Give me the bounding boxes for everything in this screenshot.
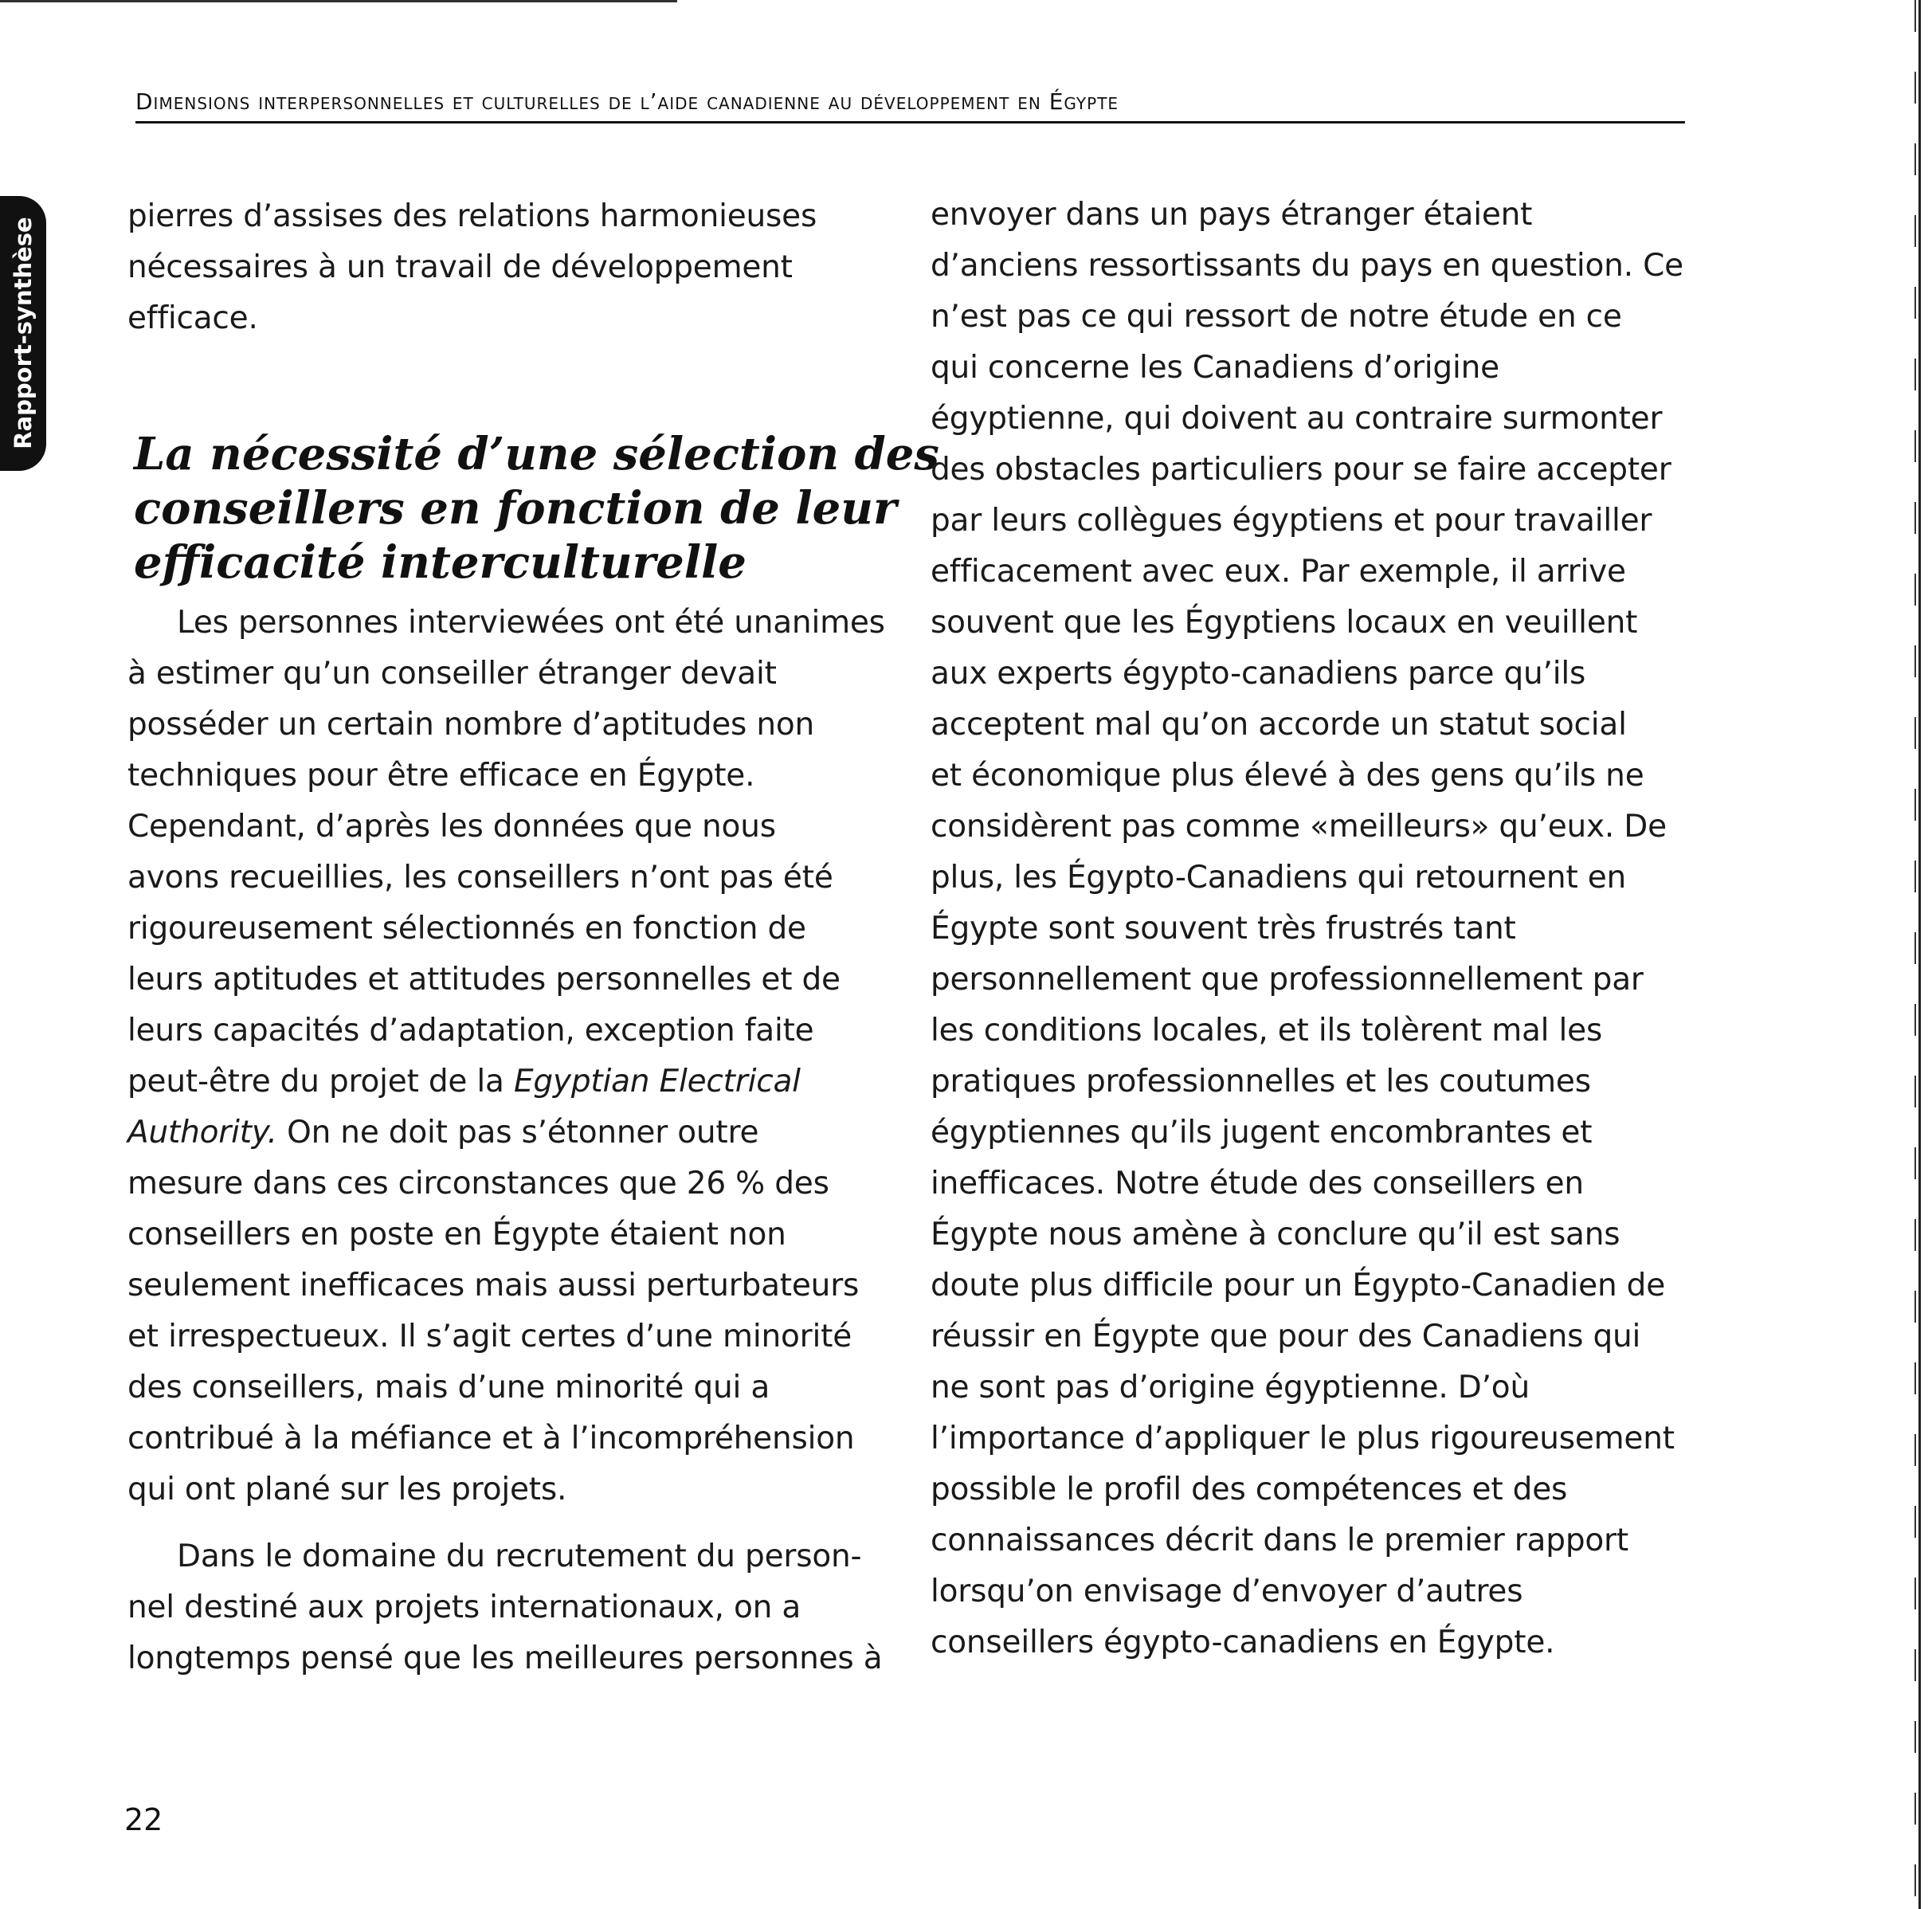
text-line: plus, les Égypto-Canadiens qui retournent en <box>931 860 1627 896</box>
text-line: avons recueillies, les conseillers n’ont pas été <box>127 860 833 896</box>
page-number: 22 <box>124 1802 163 1837</box>
italic-phrase: Authority. <box>127 1115 277 1150</box>
text-line: des obstacles particuliers pour se faire accepter <box>931 452 1671 488</box>
text-line: seulement inefficaces mais aussi perturbateurs <box>127 1268 860 1303</box>
text-line: nécessaires à un travail de développement <box>127 249 793 285</box>
text-line: d’anciens ressortissants du pays en question. Ce <box>931 248 1683 284</box>
text-line: contribué à la méfiance et à l’incompréhension <box>127 1421 855 1456</box>
text-line: personnellement que professionnellement par <box>931 962 1644 998</box>
text-segment: On ne doit pas s’étonner outre <box>276 1115 759 1150</box>
text-line: considèrent pas comme «meilleurs» qu’eux. De <box>931 809 1667 845</box>
text-line: réussir en Égypte que pour des Canadiens qui <box>931 1319 1641 1354</box>
heading-line: La nécessité d’une sélection des <box>134 428 939 480</box>
heading-line: conseillers en fonction de leur <box>134 482 897 535</box>
text-line: ne sont pas d’origine égyptienne. D’où <box>931 1370 1530 1405</box>
text-line: conseillers égypto-canadiens en Égypte. <box>931 1625 1555 1660</box>
text-line: techniques pour être efficace en Égypte. <box>127 758 755 794</box>
side-tab-label: Rapport-synthèse <box>10 217 37 449</box>
text-line: inefficaces. Notre étude des conseillers en <box>931 1166 1584 1201</box>
top-scan-rule <box>0 0 677 2</box>
text-line: rigoureusement sélectionnés en fonction de <box>127 911 806 947</box>
text-line-mixed <box>127 1056 892 1107</box>
text-line: leurs capacités d’adaptation, exception faite <box>127 1013 814 1049</box>
section-heading <box>134 427 939 590</box>
text-line: qui ont plané sur les projets. <box>127 1472 567 1507</box>
page-edge-scan-marks <box>1914 0 1916 1909</box>
text-line: Dans le domaine du recrutement du person- <box>177 1539 862 1574</box>
text-line: efficace. <box>127 300 258 336</box>
left-intro <box>127 191 892 344</box>
running-header: Dimensions interpersonnelles et culturelles de l’aide canadienne au développement en Égypte <box>135 86 1685 123</box>
text-line: aux experts égypto-canadiens parce qu’ils <box>931 656 1586 692</box>
text-line: par leurs collègues égyptiens et pour travailler <box>931 503 1652 539</box>
text-line: conseillers en poste en Égypte étaient non <box>127 1217 786 1252</box>
text-segment: peut-être du projet de la <box>127 1064 514 1100</box>
text-line: souvent que les Égyptiens locaux en veuillent <box>931 605 1638 641</box>
text-line: efficacement avec eux. Par exemple, il arrive <box>931 554 1626 590</box>
text-line: les conditions locales, et ils tolèrent mal les <box>931 1013 1603 1049</box>
text-line: acceptent mal qu’on accorde un statut social <box>931 707 1627 743</box>
text-line: l’importance d’appliquer le plus rigoureusement <box>931 1421 1675 1456</box>
text-line: doute plus difficile pour un Égypto-Canadien de <box>931 1268 1666 1303</box>
right-column <box>931 190 1695 1668</box>
text-line: Les personnes interviewées ont été unanimes <box>177 605 885 641</box>
text-line: et irrespectueux. Il s’agit certes d’une minorité <box>127 1319 852 1354</box>
side-tab <box>0 196 46 471</box>
text-line: nel destiné aux projets internationaux, on a <box>127 1590 801 1625</box>
text-line-mixed <box>127 1107 892 1158</box>
text-line: Égypte nous amène à conclure qu’il est sans <box>931 1217 1620 1252</box>
text-line: connaissances décrit dans le premier rapport <box>931 1523 1628 1558</box>
italic-phrase: Egyptian Electrical <box>513 1064 801 1100</box>
text-line: lorsqu’on envisage d’envoyer d’autres <box>931 1574 1523 1609</box>
left-paragraph-1 <box>127 598 892 1515</box>
text-line: pratiques professionnelles et les coutumes <box>931 1064 1591 1100</box>
text-line: égyptiennes qu’ils jugent encombrantes et <box>931 1115 1593 1150</box>
text-line: et économique plus élevé à des gens qu’ils ne <box>931 758 1644 794</box>
text-line: leurs aptitudes et attitudes personnelles et de <box>127 962 841 998</box>
text-line: envoyer dans un pays étranger étaient <box>931 197 1533 233</box>
text-line: mesure dans ces circonstances que 26 % des <box>127 1166 829 1201</box>
text-line: Égypte sont souvent très frustrés tant <box>931 911 1516 947</box>
heading-line: efficacité interculturelle <box>134 536 747 589</box>
text-line: égyptienne, qui doivent au contraire surmonter <box>931 401 1663 437</box>
text-line: Cependant, d’après les données que nous <box>127 809 776 845</box>
text-line: longtemps pensé que les meilleures personnes à <box>127 1640 883 1676</box>
text-line: pierres d’assises des relations harmonieuses <box>127 198 817 234</box>
text-line: à estimer qu’un conseiller étranger devait <box>127 656 777 692</box>
left-paragraph-2 <box>127 1531 892 1684</box>
text-line: posséder un certain nombre d’aptitudes non <box>127 707 815 743</box>
text-line: n’est pas ce qui ressort de notre étude en ce <box>931 299 1622 335</box>
text-line: qui concerne les Canadiens d’origine <box>931 350 1499 386</box>
text-line: des conseillers, mais d’une minorité qui a <box>127 1370 770 1405</box>
text-line: possible le profil des compétences et des <box>931 1472 1568 1507</box>
page-edge-border <box>1918 0 1932 1909</box>
